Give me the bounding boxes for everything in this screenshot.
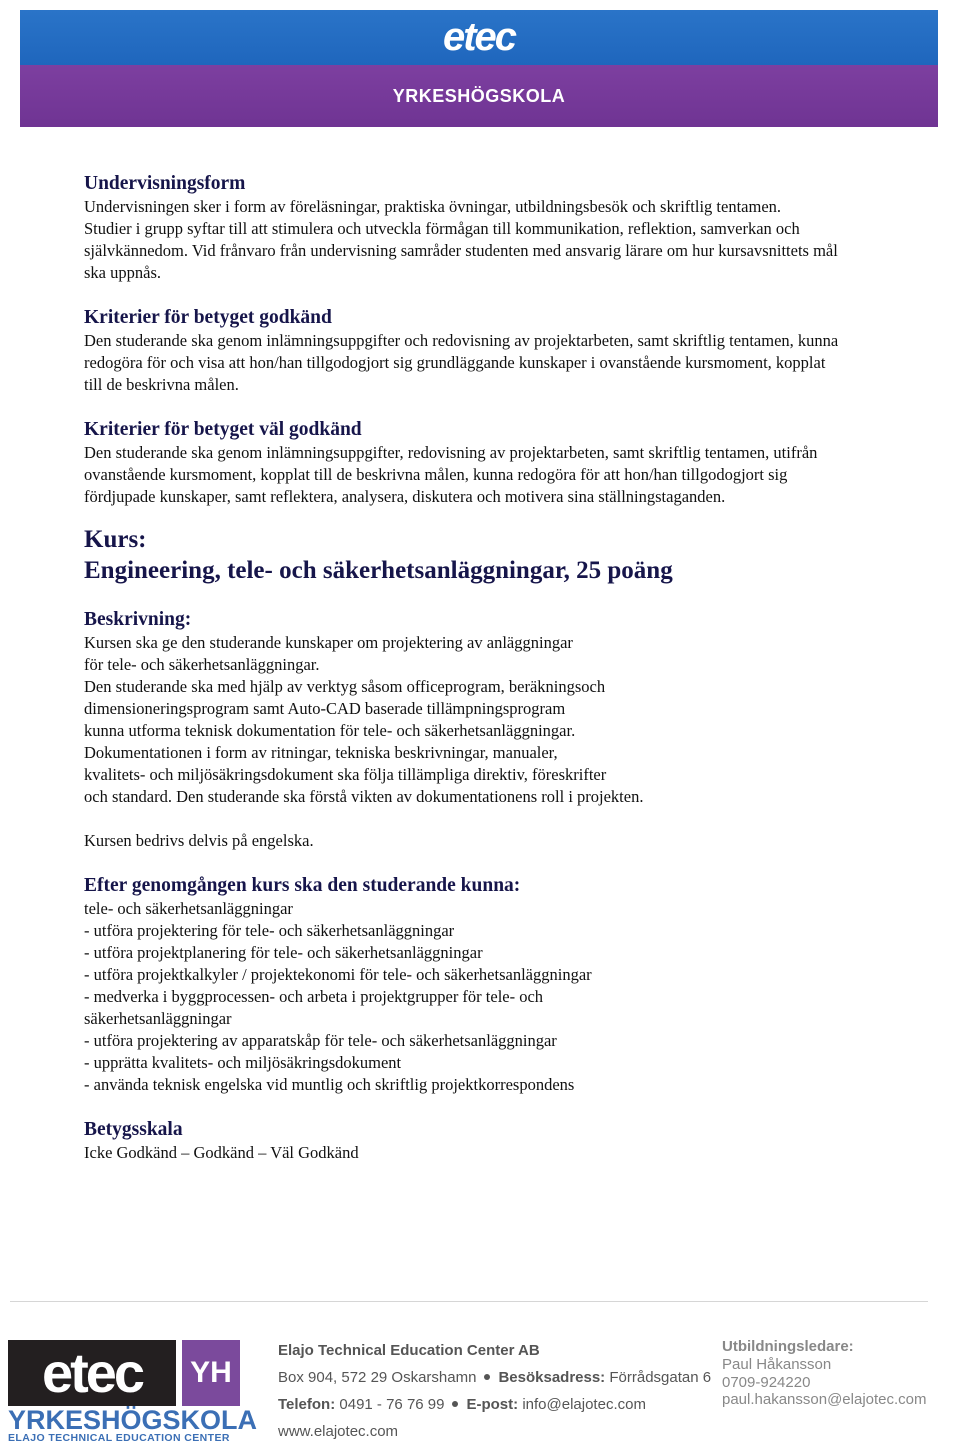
footer-yh-block: [182, 1340, 240, 1406]
section-heading: Beskrivning:: [84, 609, 192, 630]
phone-number: 0491 - 76 76 99: [339, 1396, 445, 1413]
visit-label: Besöksadress:: [498, 1369, 606, 1386]
banner-logo-bar: [20, 10, 938, 65]
section-heading: Undervisningsform: [84, 173, 246, 194]
list-item: - upprätta kvalitets- och miljösäkringsdokument: [84, 1053, 402, 1072]
email-label: E-post:: [466, 1396, 519, 1413]
course-title: Engineering, tele- och säkerhetsanläggningar, 25 poäng: [84, 557, 673, 584]
footer-yh-text: YH: [190, 1356, 232, 1389]
footer-logo: [8, 1340, 258, 1444]
email-link[interactable]: info@elajotec.com: [522, 1396, 646, 1413]
footer-etec-text: etec: [41, 1341, 143, 1404]
section-val-godkand: [84, 418, 958, 508]
footer-contact: [722, 1337, 952, 1409]
section-heading: Betygsskala: [84, 1119, 183, 1140]
section-undervisningsform: [84, 172, 958, 284]
list-item: - utföra projektkalkyler / projektekonomi för tele- och säkerhetsanläggningar: [84, 965, 592, 984]
list-item: - använda teknisk engelska vid muntlig och skriftlig projektkorrespondens: [84, 1075, 575, 1094]
outcomes-list: [84, 898, 958, 1096]
section-text: [84, 330, 958, 396]
footer-elajo-text: ELAJO TECHNICAL EDUCATION CENTER: [8, 1432, 230, 1444]
list-item: - utföra projektering för tele- och säkerhetsanläggningar: [84, 921, 455, 940]
text-line: för tele- och säkerhetsanläggningar.: [84, 655, 320, 674]
footer-yrke-text: YRKESHÖGSKOLA: [8, 1405, 258, 1435]
document-body: [84, 172, 958, 1164]
text-line: och standard. Den studerande ska förstå vikten av dokumentationens roll i projekten.: [84, 787, 644, 806]
etec-logo: etec: [442, 15, 516, 59]
banner-subtitle-bar: [20, 65, 938, 127]
section-text: [84, 632, 958, 808]
text-line: Den studerande ska genom inlämningsuppgifter och redovisning av projektarbeten, samt skriftlig tentamen, kunna: [84, 331, 839, 350]
bullet-icon: [484, 1374, 490, 1380]
text-line: Den studerande ska med hjälp av verktyg såsom officeprogram, beräkningsoch: [84, 677, 606, 696]
contact-line: [278, 1391, 708, 1418]
website-link[interactable]: www.elajotec.com: [278, 1423, 399, 1440]
text-line: kvalitets- och miljösäkringsdokument ska följa tillämpliga direktiv, föreskrifter: [84, 765, 607, 784]
section-heading: Efter genomgången kurs ska den studerande kunna:: [84, 875, 521, 896]
footer-etec-block: [8, 1340, 176, 1406]
text-line: Den studerande ska genom inlämningsuppgifter, redovisning av projektarbeten, samt skriftlig tentamen, utifrån: [84, 443, 818, 462]
visit-address: Förrådsgatan 6: [609, 1369, 712, 1386]
course-label: Kurs:: [84, 526, 147, 553]
text-line: Undervisningen sker i form av föreläsningar, praktiska övningar, utbildningsbesök och skriftlig tentamen.: [84, 197, 782, 216]
list-item: tele- och säkerhetsanläggningar: [84, 899, 293, 918]
phone-label: Telefon:: [278, 1396, 336, 1413]
section-text: [84, 442, 958, 508]
text-line: Dokumentationen i form av ritningar, tekniska beskrivningar, manualer,: [84, 743, 558, 762]
grading-scale: Icke Godkänd – Godkänd – Väl Godkänd: [84, 1143, 359, 1162]
list-item: - utföra projektering av apparatskåp för tele- och säkerhetsanläggningar: [84, 1031, 557, 1050]
text-line: ska uppnås.: [84, 263, 161, 282]
list-item: - utföra projektplanering för tele- och säkerhetsanläggningar: [84, 943, 483, 962]
section-godkand: [84, 306, 958, 396]
section-heading: Kriterier för betyget väl godkänd: [84, 419, 362, 440]
section-text: [84, 196, 958, 284]
text-line: självkännedom. Vid frånvaro från undervisning samråder studenten med ansvarig lärare om hur kursavsnittets mål: [84, 241, 838, 260]
address-line: [278, 1364, 712, 1391]
list-item: säkerhetsanläggningar: [84, 1009, 232, 1028]
text-line: dimensioneringsprogram samt Auto-CAD baserade tillämpningsprogram: [84, 699, 566, 718]
text-line: ovanstående kursmoment, kopplat till de beskrivna målen, kunna redogöra för att hon/han tillgodogjort sig: [84, 465, 788, 484]
text-line: Studier i grupp syftar till att stimulera och utveckla förmågan till kommunikation, reflektion, samverkan och: [84, 219, 800, 238]
language-note: Kursen bedrivs delvis på engelska.: [84, 831, 314, 850]
section-beskrivning: [84, 608, 958, 852]
header-banner: [20, 10, 938, 127]
footer-company-info: [278, 1337, 712, 1445]
section-course: [84, 524, 958, 586]
section-efter: [84, 874, 958, 1096]
section-heading: Kriterier för betyget godkänd: [84, 307, 332, 328]
text-line: kunna utforma teknisk dokumentation för tele- och säkerhetsanläggningar.: [84, 721, 576, 740]
contact-phone: 0709-924220: [722, 1373, 811, 1391]
contact-name: Paul Håkansson: [722, 1356, 832, 1373]
footer-divider: [10, 1301, 928, 1302]
text-line: Kursen ska ge den studerande kunskaper om projektering av anläggningar: [84, 633, 573, 652]
contact-heading: Utbildningsledare:: [722, 1338, 854, 1355]
contact-email[interactable]: paul.hakansson@elajotec.com: [722, 1391, 927, 1408]
text-line: redogöra för och visa att hon/han tillgodogjort sig grundläggande kunskaper i ovanstående kursmoment, kopplat: [84, 353, 826, 372]
section-betygsskala: [84, 1118, 958, 1164]
banner-subtitle: YRKESHÖGSKOLA: [392, 85, 566, 106]
postal-address: Box 904, 572 29 Oskarshamn: [278, 1369, 477, 1386]
list-item: - medverka i byggprocessen- och arbeta i projektgrupper för tele- och: [84, 987, 544, 1006]
bullet-icon: [452, 1401, 458, 1407]
org-name: Elajo Technical Education Center AB: [278, 1342, 540, 1359]
text-line: till de beskrivna målen.: [84, 375, 239, 394]
text-line: fördjupade kunskaper, samt reflektera, analysera, diskutera och motivera sina ställningstaganden.: [84, 487, 726, 506]
